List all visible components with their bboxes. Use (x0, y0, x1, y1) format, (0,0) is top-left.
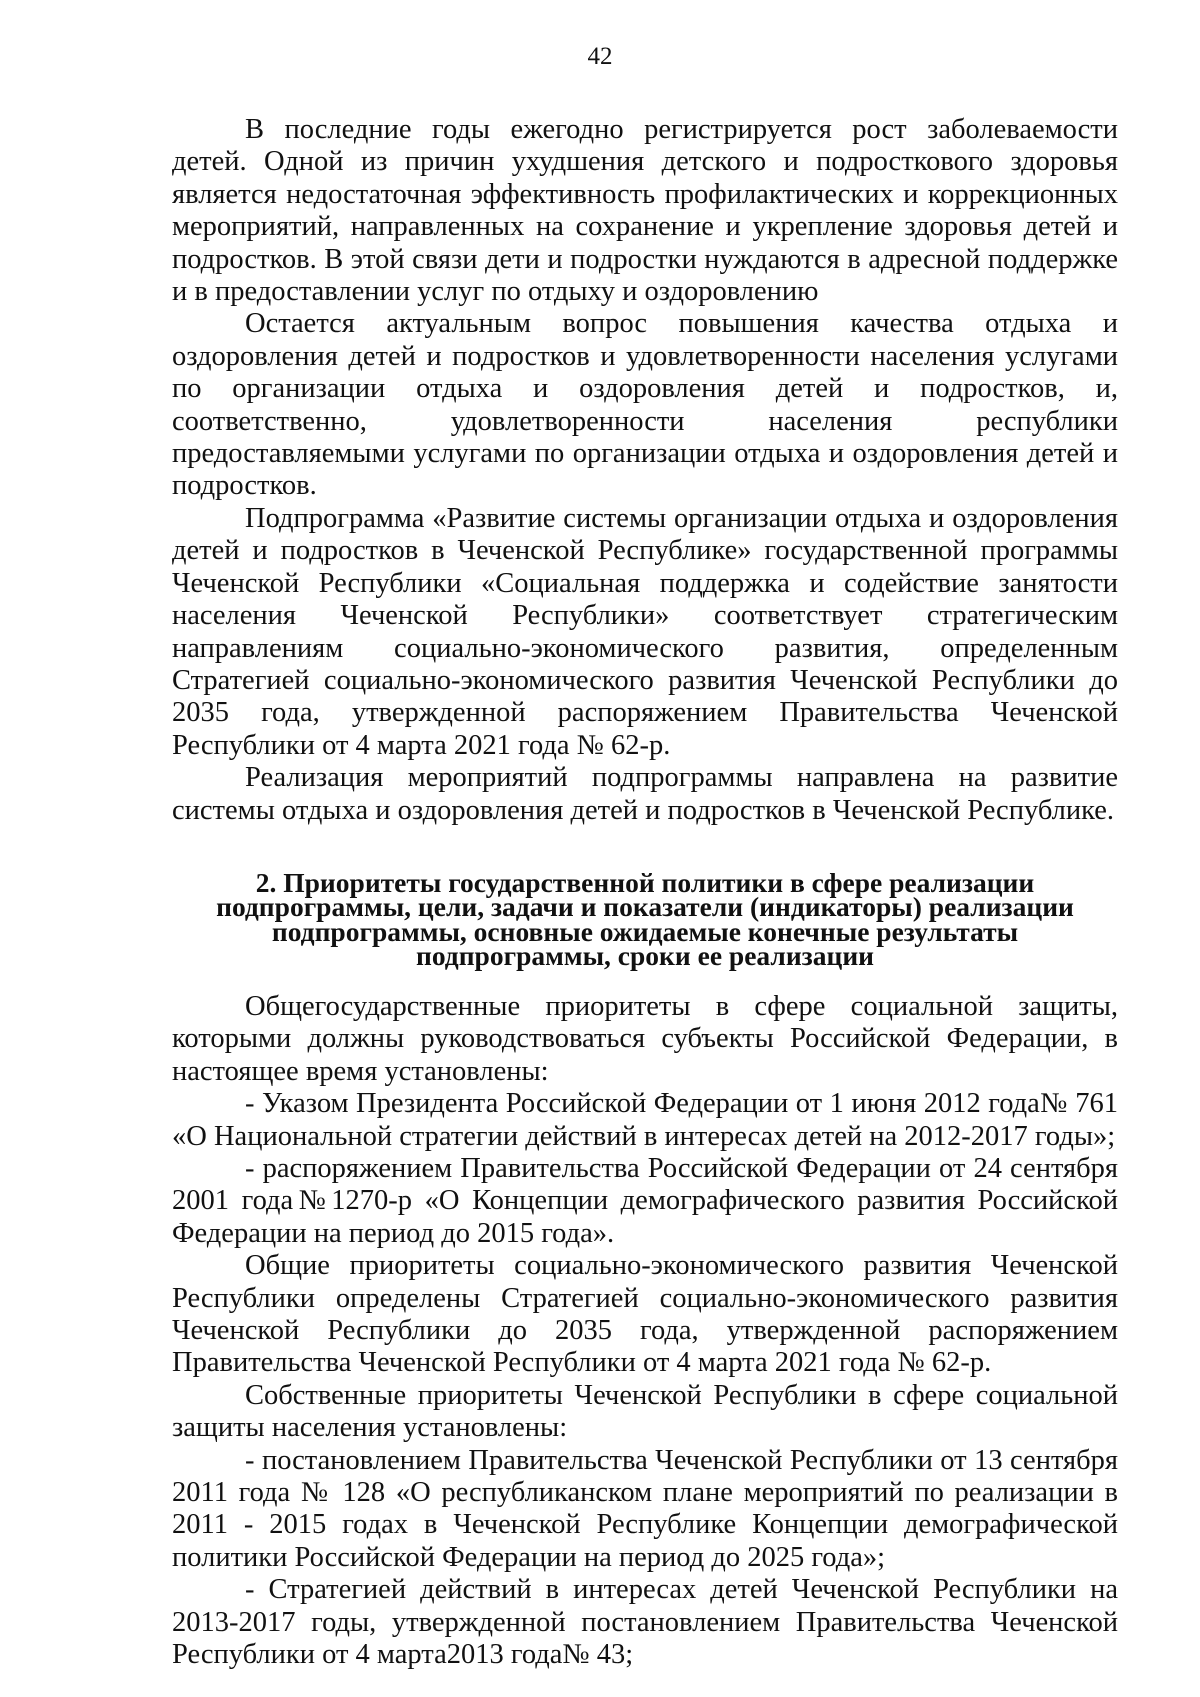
body-paragraph: Общегосударственные приоритеты в сфере социальной защиты, которыми должны руководствоваться субъекты Российской Федерации, в настоящее время установлены: (172, 990, 1118, 1087)
list-item-paragraph: - постановлением Правительства Чеченской Республики от 13 сентября 2011 года № 128 «О республиканском плане мероприятий по реализации в 2011 - 2015 годах в Чеченской Республике Концепции демографической политики Российской Федерации на период до 2025 года»; (172, 1444, 1118, 1573)
list-item-paragraph: - распоряжением Правительства Российской Федерации от 24 сентября 2001 года№1270-р «О Концепции демографического развития Российской Федерации на период до 2015 года». (172, 1152, 1118, 1249)
body-paragraph: Остается актуальным вопрос повышения качества отдыха и оздоровления детей и подростков и удовлетворенности населения услугами по организации отдыха и оздоровления детей и подростков, и, соответственно, удовлетворенности населения республики предоставляемыми услугами по организации отдыха и оздоровления детей и подростков. (172, 308, 1118, 502)
section-heading-line: подпрограммы, сроки ее реализации (415, 940, 875, 972)
document-body (172, 114, 1118, 1671)
section-heading-line: подпрограммы, цели, задачи и показатели (индикаторы) реализации (216, 891, 1074, 923)
body-paragraph: В последние годы ежегодно регистрируется рост заболеваемости детей. Одной из причин ухудшения детского и подросткового здоровья является недостаточная эффективность профилактических и коррекционных мероприятий, направленных на сохранение и укрепление здоровья детей и подростков. В этой связи дети и подростки нуждаются в адресной поддержке и в предоставлении услуг по отдыху и оздоровлению (172, 114, 1118, 308)
list-item-paragraph: - Указом Президента Российской Федерации от 1 июня 2012 года№ 761 «О Национальной стратегии действий в интересах детей на 2012-2017 годы»; (172, 1088, 1118, 1152)
body-paragraph: Подпрограмма «Развитие системы организации отдыха и оздоровления детей и подростков в Чеченской Республике» государственной программы Чеченской Республики «Социальная поддержка и содействие занятости населения Чеченской Республики» соответствует стратегическим направлениям социально-экономического развития, определенным Стратегией социально-экономического развития Чеченской Республики до 2035 года, утвержденной распоряжением Правительства Чеченской Республики от 4 марта 2021 года № 62-р. (172, 502, 1118, 761)
body-paragraph: Реализация мероприятий подпрограммы направлена на развитие системы отдыха и оздоровления детей и подростков в Чеченской Республике. (172, 762, 1118, 826)
body-paragraph: Общие приоритеты социально-экономического развития Чеченской Республики определены Стратегией социально-экономического развития Чеченской Республики до 2035 года, утвержденной распоряжением Правительства Чеченской Республики от 4 марта 2021 года № 62-р. (172, 1250, 1118, 1379)
list-item-paragraph: - Стратегией действий в интересах детей Чеченской Республики на 2013-2017 годы, утвержденной постановлением Правительства Чеченской Республики от 4 марта2013 года№ 43; (172, 1574, 1118, 1671)
section-heading (172, 866, 1118, 972)
section-heading-line: подпрограммы, основные ожидаемые конечные результаты (271, 915, 1019, 947)
page-number: 42 (587, 43, 613, 70)
section-heading-line: 2. Приоритеты государственной политики в сфере реализации (255, 866, 1035, 898)
body-paragraph: Собственные приоритеты Чеченской Республики в сфере социальной защиты населения установлены: (172, 1379, 1118, 1444)
